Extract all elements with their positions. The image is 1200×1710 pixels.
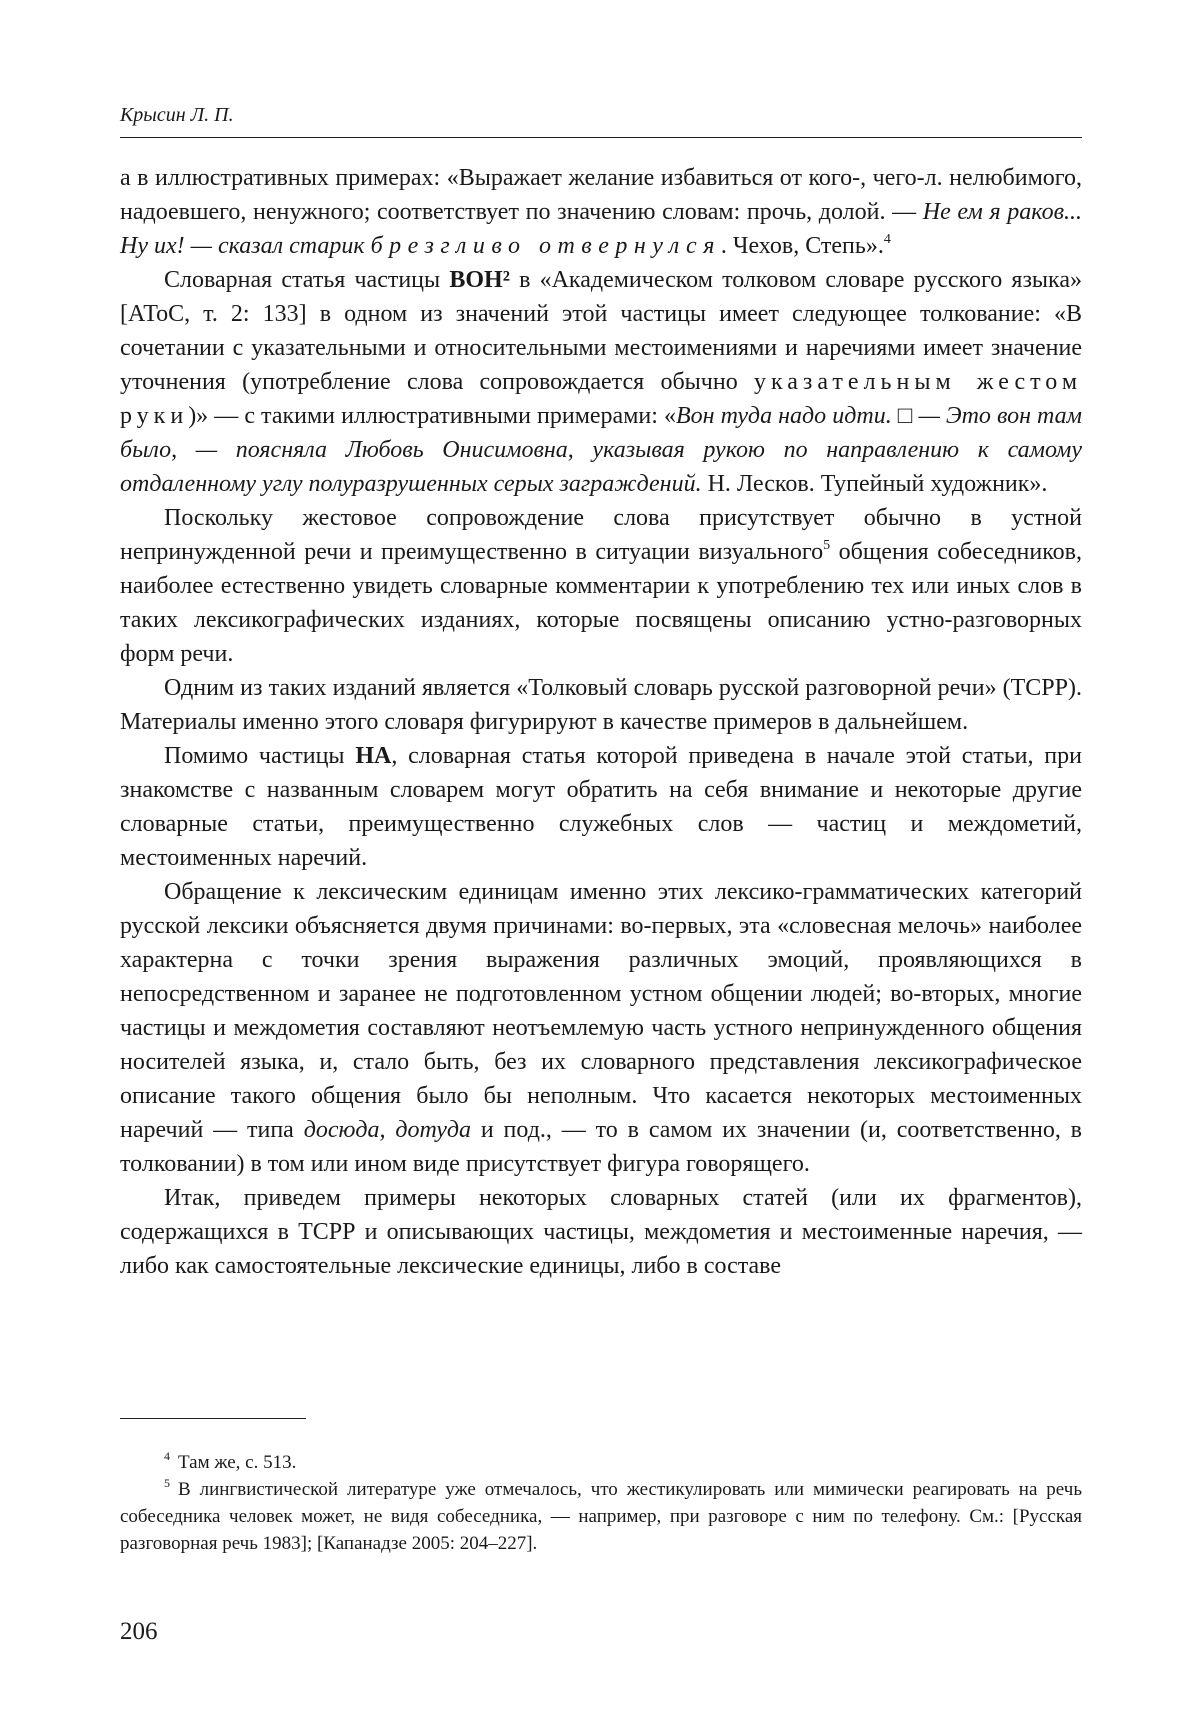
p6-b: и под., — то в самом их значении (и, соответственно, в толковании) в том или ином виде присутствует фигура говорящего. bbox=[120, 1117, 1083, 1177]
footnote-text-5: В лингвистической литературе уже отмечалось, что жестикулировать или мимически реагировать на речь собеседника человек может, не видя собеседника, — например, при разговоре с ним по телефону. См.: [Русская разговорная речь 1983]; [Капанадзе 2005: 204–227]. bbox=[120, 1479, 1082, 1554]
footnote-mark-4: 4 bbox=[164, 1449, 170, 1463]
paragraph-4: Одним из таких изданий является «Толковый словарь русской разговорной речи» (ТСРР). Материалы именно этого словаря фигурируют в качестве примеров в дальнейшем. bbox=[120, 675, 1082, 735]
p5-b: , словарная статья которой приведена в начале этой статьи, при знакомстве с названным словарем могут обратить на себя внимание и некоторые другие словарные статьи, преимущественно служебных слов — частиц и междометий, местоименных наречий. bbox=[120, 743, 1082, 871]
p3-a: Поскольку жестовое сопровождение слова присутствует обычно в устной непринужденной речи и преимущественно в ситуации визуального bbox=[120, 505, 1082, 565]
p2-b: в «Академическом толковом словаре русского языка» [АТоС, т. 2: 133] в одном из значений этой частицы имеет следующее толкование: «В сочетании с указательными и относительными местоимениями и наречиями имеет значение уточнения (употребление слова сопровождается обычно bbox=[120, 267, 1082, 395]
footnote-ref-4: 4 bbox=[883, 232, 891, 247]
paragraph-1 bbox=[120, 161, 1082, 263]
footnotes bbox=[120, 1449, 1082, 1557]
running-head: Крысин Л. П. bbox=[120, 104, 234, 126]
p6-a: Обращение к лексическим единицам именно этих лексико-грамматических категорий русской лексики объясняется двумя причинами: во-первых, эта «словесная мелочь» наиболее характерна с точки зрения выражения различных эмоций, проявляющихся в непосредственном и заранее не подготовленном устном общении людей; во-вторых, многие частицы и междометия составляют неотъемлемую часть устного непринужденного общения носителей языка, и, стало быть, без их словарного представления лексикографическое описание такого общения было бы неполным. Что касается некоторых местоименных наречий — типа bbox=[120, 879, 1082, 1143]
footnote-rule bbox=[120, 1418, 306, 1419]
p2-d: Н. Лесков. Тупейный художник». bbox=[701, 471, 1048, 497]
paragraph-3 bbox=[120, 501, 1082, 671]
p2-italic-1: Вон туда надо идти. bbox=[675, 403, 892, 429]
p2-italic-2: — Это вон там было, — поясняла Любовь Онисимовна, указывая рукою по направлению к самому отдаленному углу полуразрушенных серых заграждений. bbox=[120, 403, 1083, 497]
p2-headword: ВОН² bbox=[449, 267, 510, 293]
p5-a: Помимо частицы bbox=[164, 743, 356, 769]
p5-headword: НА bbox=[355, 743, 392, 769]
paragraph-2 bbox=[120, 263, 1082, 501]
footnote-mark-5: 5 bbox=[164, 1476, 170, 1490]
p1-text: а в иллюстративных примерах: «Выражает желание избавиться от кого-, чего-л. нелюбимого, надоевшего, ненужного; соответствует по значению словам: прочь, долой. — bbox=[120, 165, 1082, 225]
page-number: 206 bbox=[120, 1618, 158, 1645]
p2-spaced: указательным жестом руки bbox=[120, 369, 1082, 429]
p1-spaced: брезгливо отвернулся bbox=[370, 233, 721, 259]
paragraph-6 bbox=[120, 875, 1082, 1181]
footnote-5 bbox=[120, 1476, 1082, 1557]
box-separator-icon: □ bbox=[891, 403, 919, 429]
body-text bbox=[120, 161, 1082, 1283]
p2-a: Словарная статья частицы bbox=[164, 267, 450, 293]
footnote-4 bbox=[120, 1449, 1082, 1476]
p2-c: )» — с такими иллюстративными примерами: « bbox=[188, 403, 676, 429]
paragraph-7: Итак, приведем примеры некоторых словарных статей (или их фрагментов), содержащихся в ТСРР и описывающих частицы, междометия и местоименные наречия, — либо как самостоятельные лексические единицы, либо в составе bbox=[120, 1185, 1082, 1279]
header-rule bbox=[120, 137, 1082, 138]
footnote-ref-5: 5 bbox=[823, 538, 831, 553]
p1-italic: Не ем я раков... Ну их! — сказал старик bbox=[120, 199, 1082, 259]
p6-italic: досюда, дотуда bbox=[303, 1117, 472, 1143]
footnote-text-4: Там же, с. 513. bbox=[178, 1452, 297, 1473]
paragraph-5 bbox=[120, 739, 1082, 875]
p3-b: общения собеседников, наиболее естественно увидеть словарные комментарии к употреблению тех или иных слов в таких лексикографических изданиях, которые посвящены описанию устно-разговорных форм речи. bbox=[120, 539, 1082, 667]
p1-tail: . Чехов, Степь». bbox=[720, 233, 884, 259]
